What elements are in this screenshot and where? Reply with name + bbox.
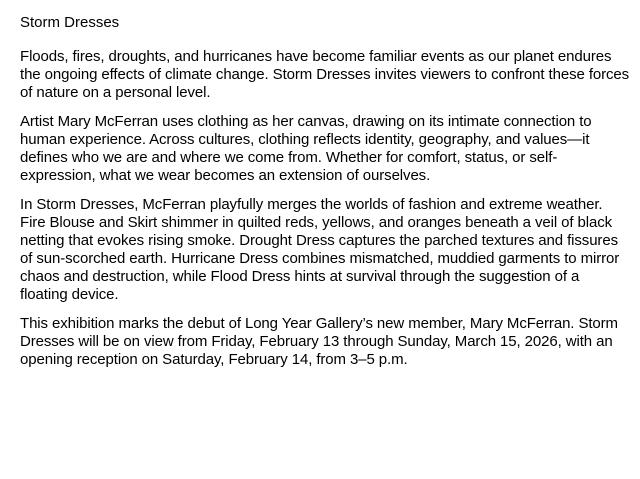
page-title: Storm Dresses — [20, 14, 120, 31]
document-body — [20, 12, 630, 380]
paragraph-works: In Storm Dresses, McFerran playfully merges the worlds of fashion and extreme weather. Fire Blouse and Skirt shimmer in quilted reds, yellows, and oranges beneath a veil of black netting that evokes rising smoke. Drought Dress captures the parched textures and fissures of sun-scorched earth. Hurricane Dress combines mismatched, muddied garments to mirror chaos and destruction, while Flood Dress hints at survival through the suggestion of a floating device. — [20, 196, 620, 303]
paragraph-exhibition-dates: This exhibition marks the debut of Long Year Gallery’s new member, Mary McFerran. Storm Dresses will be on view from Friday, February 13 through Sunday, March 15, 2026, with an opening reception on Saturday, February 14, from 3–5 p.m. — [20, 315, 618, 368]
paragraph-artist: Artist Mary McFerran uses clothing as her canvas, drawing on its intimate connection to human experience. Across cultures, clothing reflects identity, geography, and values—it defines who we are and where we come from. Whether for comfort, status, or self-expression, what we wear becomes an extension of ourselves. — [20, 113, 592, 184]
paragraph-intro: Floods, fires, droughts, and hurricanes have become familiar events as our planet endures the ongoing effects of climate change. Storm Dresses invites viewers to confront these forces of nature on a personal level. — [20, 48, 630, 101]
